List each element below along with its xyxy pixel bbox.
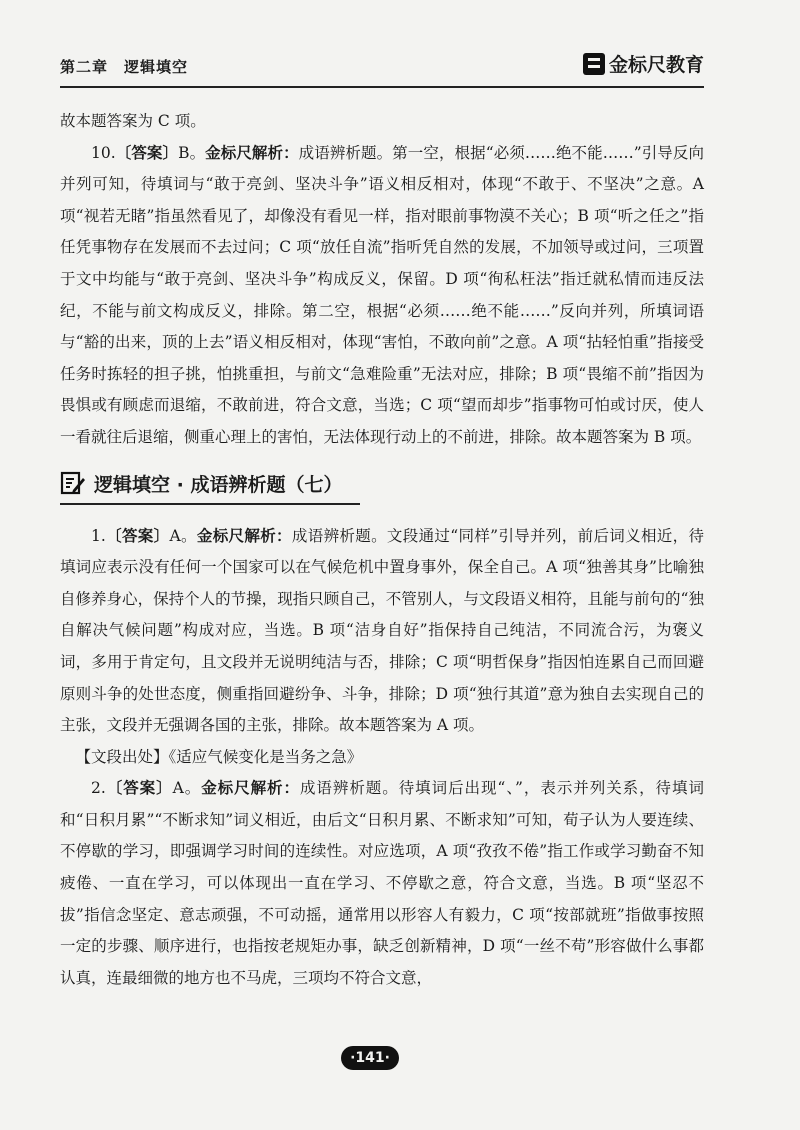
q1-number: 1. [91, 526, 106, 545]
section-title: 逻辑填空 · 成语辨析题（七） [94, 473, 343, 496]
section-heading [60, 470, 360, 505]
q1-source [60, 742, 704, 774]
chapter-title: 第二章 逻辑填空 [60, 58, 189, 76]
q2-analysis-text: 成语辨析题。待填词后出现“、”，表示并列关系，待填词和“日积月累”“不断求知”词义相近，由后文“日积月累、不断求知”可知，荀子认为人要连续、不停歇的学习，即强调学习时间的连续性。对应选项，A 项“孜孜不倦”指工作或学习勤奋不知疲倦、一直在学习，可以体现出一直在学习、不停歇之意，符合文意，当选。B 项“坚忍不拔”指信念坚定、意志顽强，不可动摇，通常用以形容人有毅力，C 项“按部就班”指做事按照一定的步骤、顺序进行，也指按老规矩办事，缺乏创新精神，D 项“一丝不苟”形容做什么事都认真，连最细微的地方也不马虎，三项均不符合文意， [60, 779, 704, 987]
q2-answer-label: 〔答案〕 [105, 779, 173, 798]
page-header [60, 52, 704, 88]
q10-number: 10. [91, 143, 116, 162]
q10-analysis-label: 金标尺解析： [205, 143, 299, 162]
question-2 [60, 773, 704, 994]
q10-answer-label: 〔答案〕 [115, 143, 179, 162]
brand-icon [583, 53, 605, 75]
question-10 [60, 138, 704, 454]
page-number: ·141· [341, 1046, 399, 1070]
brand-logo [583, 50, 704, 77]
brand-name: 金标尺教育 [608, 54, 704, 76]
q2-number: 2. [91, 779, 106, 798]
q1-answer-label: 〔答案〕 [105, 526, 170, 545]
q10-analysis-text: 成语辨析题。第一空，根据“必须……绝不能……”引导反向并列可知，待填词与“敢于亮剑、坚决斗争”语义相反相对，体现“不敢于、不坚决”之意。A 项“视若无睹”指虽然看见了，却像没有看见一样，指对眼前事物漠不关心；B 项“听之任之”指任凭事物存在发展而不去过问；C 项“放任自流”指听凭自然的发展，不加领导或过问，三项置于文中均能与“敢于亮剑、坚决斗争”构成反义，保留。D 项“徇私枉法”指迁就私情而违反法纪，不能与前文构成反义，排除。第二空，根据“必须……绝不能……”反向并列，所填词语与“豁的出来，顶的上去”语义相反相对，体现“害怕，不敢向前”之意。A 项“拈轻怕重”指接受任务时拣轻的担子挑，怕挑重担，与前文“急难险重”无法对应，排除；B 项“畏缩不前”指因为畏惧或有顾虑而退缩，不敢前进，符合文意，当选；C 项“望而却步”指事物可怕或讨厌，使人一看就往后退缩，侧重心理上的害怕，无法体现行动上的不前进，排除。故本题答案为 B 项。 [60, 143, 704, 446]
edit-note-icon [60, 470, 86, 496]
q1-source-label: 【文段出处】 [75, 747, 169, 766]
q1-source-text: 《适应气候变化是当务之急》 [168, 747, 363, 766]
q1-analysis-text: 成语辨析题。文段通过“同样”引导并列，前后词义相近，待填词应表示没有任何一个国家可以在气候危机中置身事外，保全自己。A 项“独善其身”比喻独自修养身心，保持个人的节操，现指只顾自己，不管别人，与文段语义相符，且能与前句的“独自解决气候问题”构成对应，当选。B 项“洁身自好”指保持自己纯洁，不同流合污，为褒义词，多用于肯定句，且文段并无说明纯洁与否，排除；C 项“明哲保身”指因怕连累自己而回避原则斗争的处世态度，侧重指回避纷争、斗争，排除；D 项“独行其道”意为独自去实现自己的主张，文段并无强调各国的主张，排除。故本题答案为 A 项。 [60, 526, 704, 735]
q10-answer: B。 [178, 143, 206, 162]
page-content [60, 106, 704, 994]
q2-answer: A。 [172, 779, 202, 798]
question-1 [60, 521, 704, 742]
top-paragraph: 故本题答案为 C 项。 [60, 112, 206, 130]
q1-answer: A。 [169, 526, 197, 545]
q1-analysis-label: 金标尺解析： [196, 526, 292, 545]
q2-analysis-label: 金标尺解析： [201, 779, 300, 798]
